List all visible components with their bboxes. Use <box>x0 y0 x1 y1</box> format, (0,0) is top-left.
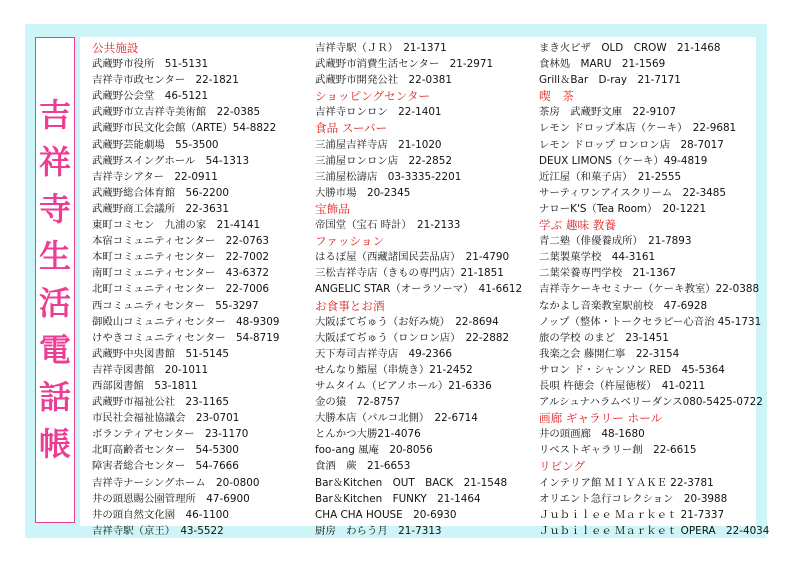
directory-entry: ANGELIC STAR（オーラソーマ） 41-6612 <box>315 283 523 296</box>
directory-entry: ノップ（整体・トークセラピー心音治 45-1731 <box>539 315 762 328</box>
directory-entry: 西コミュニティセンター 55-3297 <box>92 299 259 312</box>
directory-entry: Grill＆Bar D-ray 21-7171 <box>539 74 681 87</box>
directory-entry: サーティワンアイスクリーム 22-3485 <box>539 186 727 199</box>
directory-entry: オリエント急行コレクション 20-3988 <box>539 492 728 505</box>
directory-entry: 市民社会福祉協議会 23-0701 <box>92 412 240 425</box>
directory-entry: せんなり鮨屋（串焼き）21-2452 <box>315 363 473 376</box>
directory-entry: 武蔵野スイングホール 54-1313 <box>92 154 250 167</box>
directory-entry: 障害者総合センター 54-7666 <box>92 460 239 473</box>
title-char: 生 <box>38 237 71 275</box>
directory-entry: 吉祥寺市政センター 22-1821 <box>92 74 239 87</box>
directory-entry: 武蔵野市開発公社 22-0381 <box>315 74 452 87</box>
directory-entry: 武蔵野市福祉公社 23-1165 <box>92 396 229 409</box>
directory-entry: サムタイム（ピアノホール）21-6336 <box>315 379 492 392</box>
directory-entry: 吉祥寺図書館 20-1011 <box>92 363 209 376</box>
directory-entry: 御殿山コミュニティセンター 48-9309 <box>92 315 280 328</box>
directory-entry: 我楽之会 藤開仁寧 22-3154 <box>539 347 680 360</box>
category-heading: 食品 スーパー <box>315 121 388 136</box>
directory-entry: 武蔵野市消費生活センター 21-2971 <box>315 58 494 71</box>
directory-entry: 大勝本店（パルコ北側） 22-6714 <box>315 412 478 425</box>
directory-entry: 井の頭画廊 48-1680 <box>539 428 645 441</box>
directory-entry: 吉祥寺駅（京王） 43-5522 <box>92 524 224 537</box>
directory-entry: けやきコミュニティセンター 54-8719 <box>92 331 280 344</box>
directory-entry: インテリア館 ＭＩＹＡＫＥ 22-3781 <box>539 476 714 489</box>
directory-entry: 北町コミュニティセンター 22-7006 <box>92 283 270 296</box>
category-heading: 学ぶ 趣味 教養 <box>539 218 616 233</box>
directory-entry: Ｊｕｂｉｌｅｅ Ｍａｒｋｅｔ 21-7337 <box>539 508 725 521</box>
directory-entry: 二葉製菓学校 44-3161 <box>539 251 656 264</box>
title-char: 帳 <box>38 425 71 463</box>
directory-entry: リベストギャラリー創 22-6615 <box>539 444 697 457</box>
directory-entry: 武蔵野市立吉祥寺美術館 22-0385 <box>92 106 261 119</box>
directory-entry: 本宿コミュニティセンター 22-0763 <box>92 235 270 248</box>
directory-entry: 吉祥寺ロンロン 22-1401 <box>315 106 442 119</box>
directory-entry: 三浦屋松濤店 03-3335-2201 <box>315 170 462 183</box>
directory-entry: 食酒 蕨 21-6653 <box>315 460 411 473</box>
directory-entry: アルシュナハラムベリーダンス080-5425-0722 <box>539 396 763 409</box>
directory-entry: レモン ドロップ ロンロン店 28-7017 <box>539 138 724 151</box>
directory-entry: 南町コミュニティセンター 43-6372 <box>92 267 270 280</box>
directory-entry: 食林処 MARU 21-1569 <box>539 58 666 71</box>
directory-entry: 青二塾（俳優養成所） 21-7893 <box>539 235 692 248</box>
directory-entry: 武蔵野総合体育館 56-2200 <box>92 186 229 199</box>
directory-entry: 二葉栄養専門学校 21-1367 <box>539 267 676 280</box>
directory-entry: 旅の学校 のまど 23-1451 <box>539 331 669 344</box>
category-heading: 公共施設 <box>92 41 139 55</box>
directory-entry: 天下寿司吉祥寺店 49-2366 <box>315 347 452 360</box>
directory-entry: 井の頭自然文化園 46-1100 <box>92 508 229 521</box>
directory-entry: 三松吉祥寺店（きもの専門店）21-1851 <box>315 267 504 280</box>
directory-entry: 大阪ぼてぢゅう（ロンロン店） 22-2882 <box>315 331 510 344</box>
directory-entry: レモン ドロップ本店（ケーキ） 22-9681 <box>539 122 737 135</box>
category-heading: 喫 茶 <box>539 89 574 104</box>
directory-entry: 近江屋（和菓子店） 21-2555 <box>539 170 682 183</box>
directory-entry: 帝国堂（宝石 時計） 21-2133 <box>315 219 461 232</box>
title-char: 話 <box>38 378 71 416</box>
directory-entry: Ｊｕｂｉｌｅｅ Ｍａｒｋｅｔ OPERA 22-4034 <box>539 524 770 537</box>
title-char: 祥 <box>38 143 71 181</box>
directory-entry: 吉祥寺ナーシングホーム 20-0800 <box>92 476 260 489</box>
directory-entry: 武蔵野中央図書館 51-5145 <box>92 347 229 360</box>
directory-entry: 本町コミュニティセンター 22-7002 <box>92 251 270 264</box>
directory-entry: 武蔵野市民文化会館（ARTE）54-8822 <box>92 122 277 135</box>
directory-entry: 大勝市場 20-2345 <box>315 186 411 199</box>
directory-entry: 三浦屋吉祥寺店 21-1020 <box>315 138 442 151</box>
title-char: 活 <box>38 284 71 322</box>
directory-entry: foo-ang 風庵 20-8056 <box>315 444 433 457</box>
title-char: 寺 <box>38 190 71 228</box>
directory-entry: 吉祥寺シアター 22-0911 <box>92 170 218 183</box>
directory-column-1 <box>92 40 279 539</box>
directory-entry: 武蔵野芸能劇場 55-3500 <box>92 138 219 151</box>
directory-entry: ボランティアセンター 23-1170 <box>92 428 249 441</box>
title-char: 吉 <box>38 96 71 134</box>
directory-entry: 武蔵野商工会議所 22-3631 <box>92 202 229 215</box>
directory-entry: 厨房 わらう月 21-7313 <box>315 524 442 537</box>
directory-entry: サロン ド・シャンソン RED 45-5364 <box>539 363 725 376</box>
directory-entry: 東町コミセン 九浦の家 21-4141 <box>92 219 261 232</box>
directory-entry: Bar＆Kitchen FUNKY 21-1464 <box>315 492 481 505</box>
directory-entry: はるぽ屋（西藏諸国民芸品店） 21-4790 <box>315 251 510 264</box>
directory-entry: ナローK'S（Tea Room） 20-1221 <box>539 202 707 215</box>
directory-entry: 武蔵野市役所 51-5131 <box>92 58 209 71</box>
title-banner <box>35 37 75 523</box>
directory-column-3 <box>539 40 769 539</box>
directory-entry: まき火ピザ OLD CROW 21-1468 <box>539 42 721 54</box>
category-heading: 宝飾品 <box>315 201 350 216</box>
category-heading: お食事とお酒 <box>315 298 385 313</box>
directory-entry: 井の頭恩賜公園管理所 47-6900 <box>92 492 250 505</box>
directory-entry: 吉祥寺駅（ＪＲ） 21-1371 <box>315 42 447 54</box>
category-heading: 画廊 ギャラリー ホール <box>539 411 663 426</box>
directory-entry: とんかつ大勝21-4076 <box>315 428 421 441</box>
directory-entry: 西部図書館 53-1811 <box>92 379 198 392</box>
title-char: 電 <box>38 331 71 369</box>
directory-entry: 北町高齢者センター 54-5300 <box>92 444 239 457</box>
directory-entry: DEUX LIMONS（ケーキ）49-4819 <box>539 154 708 167</box>
category-heading: リビング <box>539 459 586 474</box>
directory-entry: 茶房 武蔵野文庫 22-9107 <box>539 106 676 119</box>
directory-entry: 大阪ぼてぢゅう（お好み焼） 22-8694 <box>315 315 499 328</box>
directory-entry: 長唄 杵徳会（杵屋徳桜） 41-0211 <box>539 379 706 392</box>
directory-entry: Bar＆Kitchen OUT BACK 21-1548 <box>315 476 508 489</box>
directory-entry: 三浦屋ロンロン店 22-2852 <box>315 154 452 167</box>
category-heading: ショッピングセンター <box>315 89 431 104</box>
directory-entry: 武蔵野公会堂 46-5121 <box>92 90 209 103</box>
category-heading: ファッション <box>315 234 385 249</box>
directory-entry: 吉祥寺ケーキセミナー（ケーキ教室）22-0388 <box>539 283 760 296</box>
directory-column-2 <box>315 40 522 539</box>
directory-entry: 金の猿 72-8757 <box>315 396 400 409</box>
directory-entry: なかよし音楽教室駅前校 47-6928 <box>539 299 708 312</box>
directory-entry: CHA CHA HOUSE 20-6930 <box>315 508 457 521</box>
